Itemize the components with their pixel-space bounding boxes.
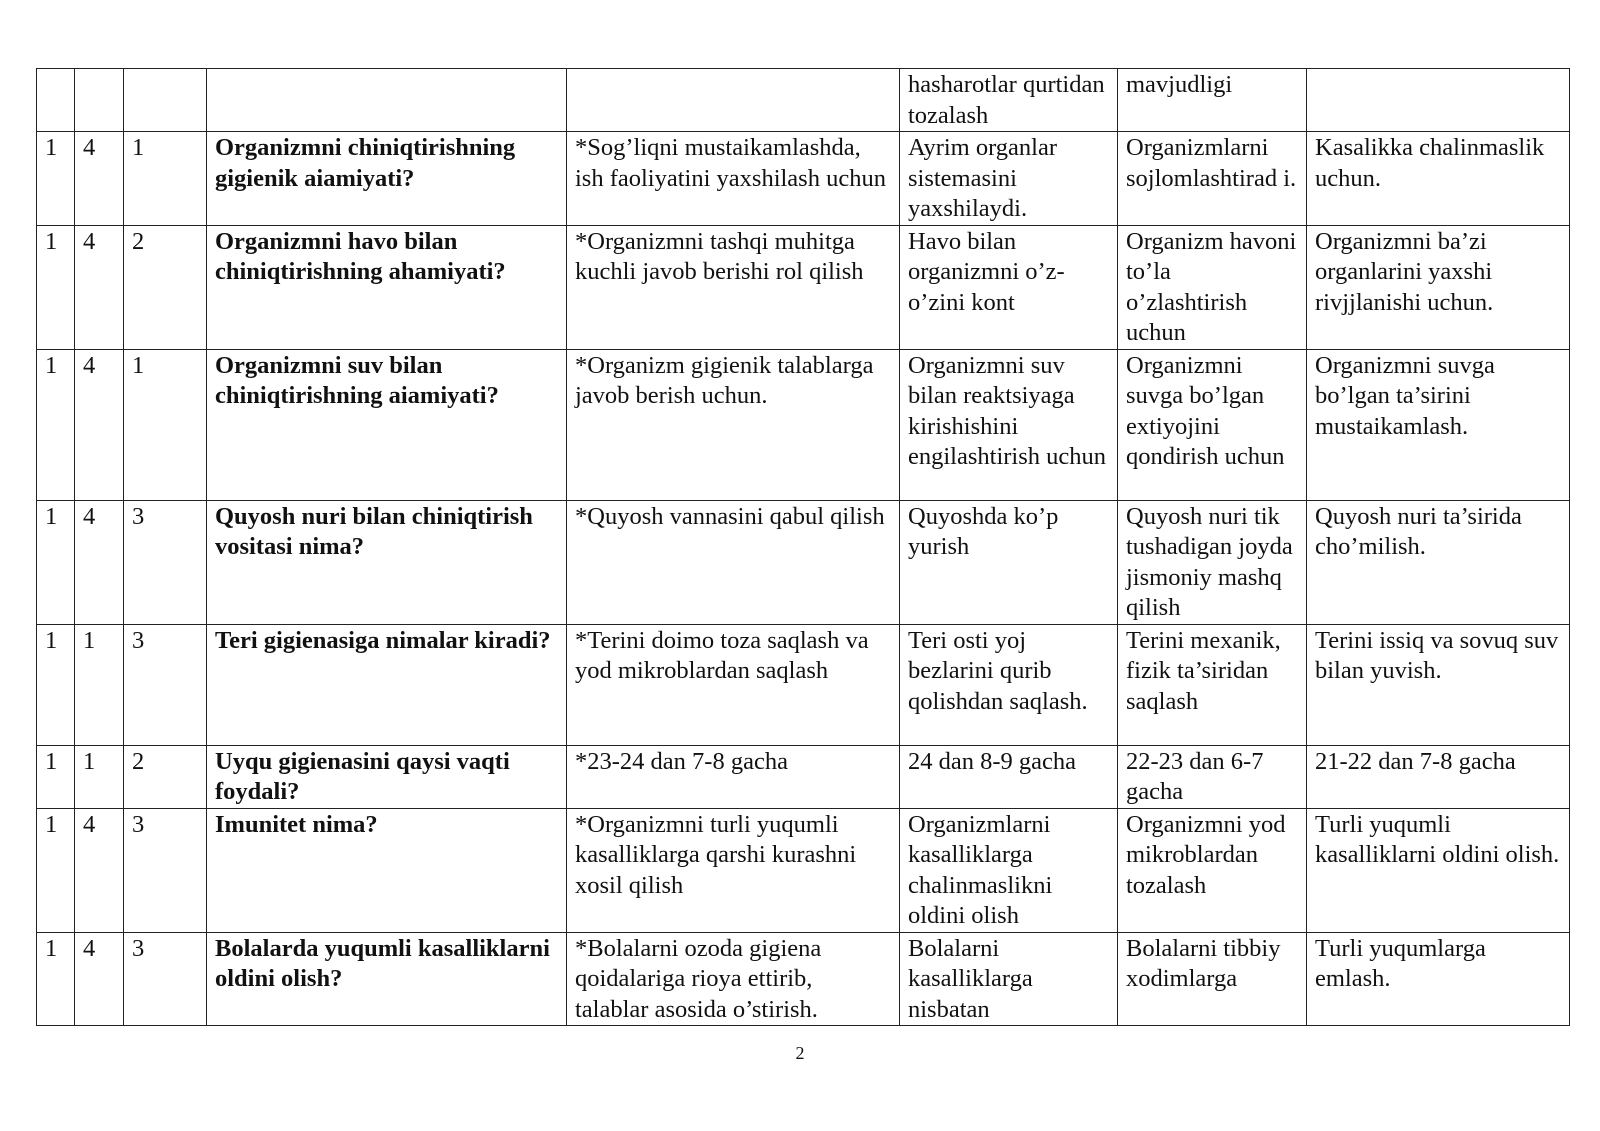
correct-answer-cell: *23-24 dan 7-8 gacha (567, 745, 900, 808)
table-row (37, 932, 1570, 1026)
index-cell-2: 4 (75, 132, 124, 226)
index-cell-1: 1 (37, 808, 75, 932)
question-cell: Organizmni suv bilan chiniqtirishning aiamiyati? (207, 349, 567, 500)
option-3-cell: Organizmni suvga bo’lgan ta’sirini mustaikamlash. (1307, 349, 1570, 500)
index-cell-1: 1 (37, 745, 75, 808)
table-row (37, 132, 1570, 226)
option-3-cell: Turli yuqumlarga emlash. (1307, 932, 1570, 1026)
option-2-cell: Organizmni suvga bo’lgan extiyojini qondirish uchun (1118, 349, 1307, 500)
page-number: 2 (795, 1043, 805, 1063)
option-2-cell: Organizm havoni to’la o’zlashtirish uchun (1118, 225, 1307, 349)
option-1-cell: 24 dan 8-9 gacha (900, 745, 1118, 808)
index-cell-1: 1 (37, 500, 75, 624)
option-2-cell: Organizmlarni sojlomlashtirad i. (1118, 132, 1307, 226)
table-row (37, 349, 1570, 500)
index-cell-3 (124, 69, 207, 132)
option-3-cell (1307, 69, 1570, 132)
correct-answer-cell: *Organizm gigienik talablarga javob berish uchun. (567, 349, 900, 500)
index-cell-3: 2 (124, 225, 207, 349)
correct-answer-cell: *Terini doimo toza saqlash va yod mikroblardan saqlash (567, 624, 900, 745)
index-cell-2 (75, 69, 124, 132)
option-1-cell: hasharotlar qurtidan tozalash (900, 69, 1118, 132)
option-3-cell: Quyosh nuri ta’sirida cho’milish. (1307, 500, 1570, 624)
index-cell-2: 4 (75, 349, 124, 500)
index-cell-1: 1 (37, 225, 75, 349)
table-row (37, 500, 1570, 624)
option-2-cell: Terini mexanik, fizik ta’siridan saqlash (1118, 624, 1307, 745)
index-cell-2: 4 (75, 932, 124, 1026)
option-3-cell: Kasalikka chalinmaslik uchun. (1307, 132, 1570, 226)
correct-answer-cell: *Bolalarni ozoda gigiena qoidalariga rioya ettirib, talablar asosida o’stirish. (567, 932, 900, 1026)
option-1-cell: Quyoshda ko’p yurish (900, 500, 1118, 624)
test-questions-table (36, 68, 1570, 1026)
option-1-cell: Organizmlarni kasalliklarga chalinmaslikni oldini olish (900, 808, 1118, 932)
table-row (37, 745, 1570, 808)
option-3-cell: Terini issiq va sovuq suv bilan yuvish. (1307, 624, 1570, 745)
correct-answer-cell: *Quyosh vannasini qabul qilish (567, 500, 900, 624)
correct-answer-cell: *Organizmni tashqi muhitga kuchli javob berishi rol qilish (567, 225, 900, 349)
question-cell: Uyqu gigienasini qaysi vaqti foydali? (207, 745, 567, 808)
index-cell-3: 1 (124, 349, 207, 500)
index-cell-1: 1 (37, 132, 75, 226)
option-2-cell: mavjudligi (1118, 69, 1307, 132)
correct-answer-cell: *Sog’liqni mustaikamlashda, ish faoliyatini yaxshilash uchun (567, 132, 900, 226)
correct-answer-cell (567, 69, 900, 132)
option-3-cell: 21-22 dan 7-8 gacha (1307, 745, 1570, 808)
index-cell-2: 4 (75, 500, 124, 624)
option-3-cell: Turli yuqumli kasalliklarni oldini olish. (1307, 808, 1570, 932)
index-cell-2: 4 (75, 808, 124, 932)
option-2-cell: Bolalarni tibbiy xodimlarga (1118, 932, 1307, 1026)
index-cell-3: 3 (124, 808, 207, 932)
index-cell-1: 1 (37, 932, 75, 1026)
index-cell-2: 4 (75, 225, 124, 349)
correct-answer-cell: *Organizmni turli yuqumli kasalliklarga qarshi kurashni xosil qilish (567, 808, 900, 932)
table-row (37, 69, 1570, 132)
question-cell: Imunitet nima? (207, 808, 567, 932)
index-cell-3: 3 (124, 932, 207, 1026)
index-cell-1 (37, 69, 75, 132)
option-2-cell: 22-23 dan 6-7 gacha (1118, 745, 1307, 808)
option-2-cell: Organizmni yod mikroblardan tozalash (1118, 808, 1307, 932)
index-cell-3: 2 (124, 745, 207, 808)
option-1-cell: Bolalarni kasalliklarga nisbatan (900, 932, 1118, 1026)
index-cell-1: 1 (37, 349, 75, 500)
index-cell-3: 1 (124, 132, 207, 226)
index-cell-3: 3 (124, 624, 207, 745)
question-cell: Organizmni havo bilan chiniqtirishning ahamiyati? (207, 225, 567, 349)
index-cell-2: 1 (75, 624, 124, 745)
table-row (37, 808, 1570, 932)
question-cell: Teri gigienasiga nimalar kiradi? (207, 624, 567, 745)
table-row (37, 225, 1570, 349)
index-cell-1: 1 (37, 624, 75, 745)
index-cell-3: 3 (124, 500, 207, 624)
option-1-cell: Organizmni suv bilan reaktsiyaga kirishishini engilashtirish uchun (900, 349, 1118, 500)
table-row (37, 624, 1570, 745)
question-cell (207, 69, 567, 132)
option-3-cell: Organizmni ba’zi organlarini yaxshi rivjjlanishi uchun. (1307, 225, 1570, 349)
option-1-cell: Ayrim organlar sistemasini yaxshilaydi. (900, 132, 1118, 226)
question-cell: Bolalarda yuqumli kasalliklarni oldini olish? (207, 932, 567, 1026)
index-cell-2: 1 (75, 745, 124, 808)
question-cell: Quyosh nuri bilan chiniqtirish vositasi nima? (207, 500, 567, 624)
option-2-cell: Quyosh nuri tik tushadigan joyda jismoniy mashq qilish (1118, 500, 1307, 624)
table-body (37, 69, 1570, 1026)
option-1-cell: Teri osti yoj bezlarini qurib qolishdan saqlash. (900, 624, 1118, 745)
question-cell: Organizmni chiniqtirishning gigienik aiamiyati? (207, 132, 567, 226)
option-1-cell: Havo bilan organizmni o’z-o’zini kont (900, 225, 1118, 349)
